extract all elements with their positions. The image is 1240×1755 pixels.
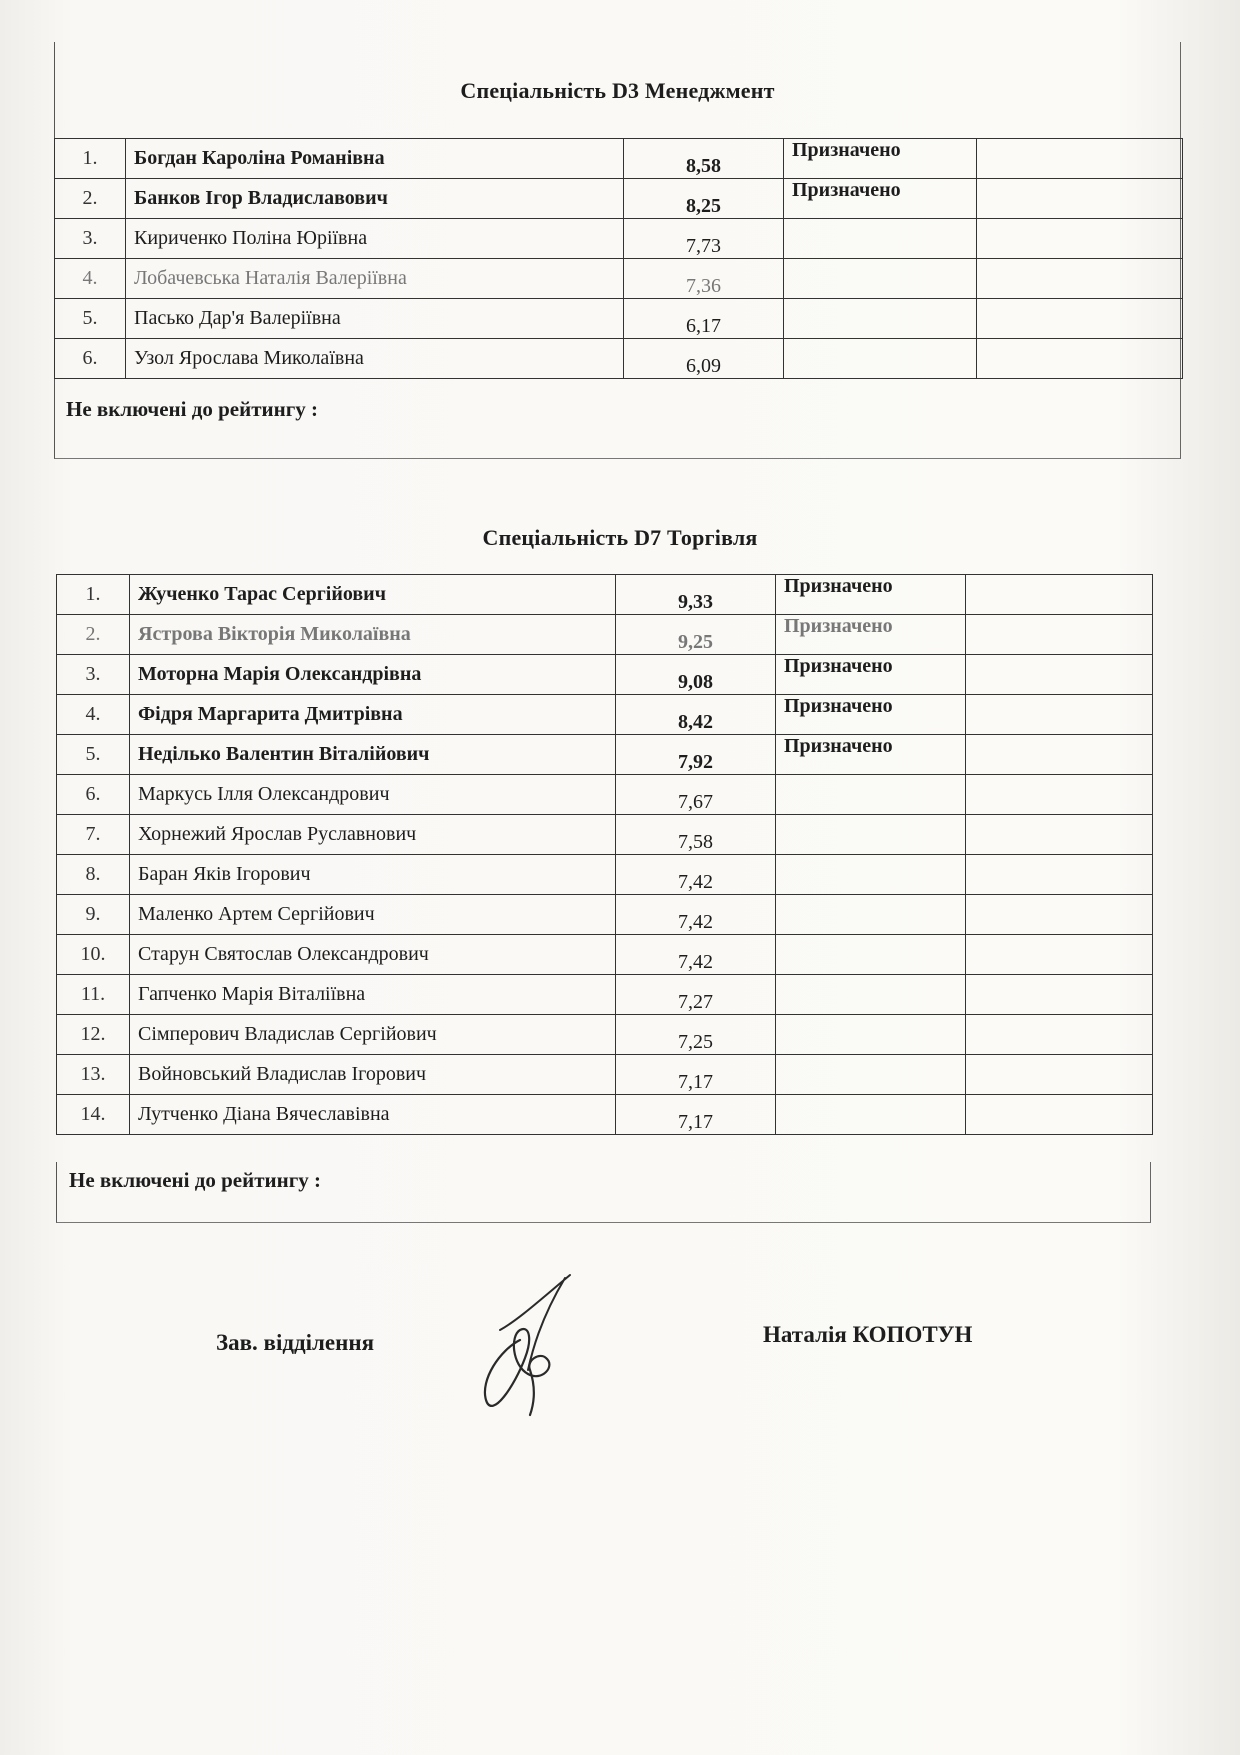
student-name: Неділько Валентин Віталійович	[130, 735, 616, 775]
row-number: 2.	[57, 615, 130, 655]
rating-score: 7,17	[616, 1055, 776, 1095]
table-row	[57, 895, 1153, 935]
table-row	[57, 575, 1153, 615]
student-name: Лутченко Діана Вячеславівна	[130, 1095, 616, 1135]
section-d3-title: Спеціальність D3 Менеджмент	[460, 78, 775, 103]
rating-score: 7,17	[616, 1095, 776, 1135]
status-cell: Призначено	[776, 655, 966, 695]
row-number: 9.	[57, 895, 130, 935]
empty-cell	[966, 1095, 1153, 1135]
row-number: 2.	[55, 179, 126, 219]
status-cell	[776, 815, 966, 855]
rating-score: 7,25	[616, 1015, 776, 1055]
table-row	[57, 1015, 1153, 1055]
row-number: 3.	[55, 219, 126, 259]
table-row	[57, 615, 1153, 655]
table-row	[57, 655, 1153, 695]
table-row	[55, 219, 1183, 259]
student-name: Маленко Артем Сергійович	[130, 895, 616, 935]
rating-score: 8,42	[616, 695, 776, 735]
status-cell	[776, 975, 966, 1015]
rating-score: 7,42	[616, 895, 776, 935]
table-row	[55, 139, 1183, 179]
empty-cell	[966, 815, 1153, 855]
status-cell	[776, 1095, 966, 1135]
status-cell: Призначено	[776, 615, 966, 655]
table-row	[57, 1055, 1153, 1095]
row-number: 5.	[55, 299, 126, 339]
row-number: 6.	[55, 339, 126, 379]
status-cell	[784, 259, 977, 299]
rating-score: 9,25	[616, 615, 776, 655]
status-cell	[776, 1055, 966, 1095]
rating-score: 6,09	[624, 339, 784, 379]
row-number: 12.	[57, 1015, 130, 1055]
table-row	[57, 735, 1153, 775]
empty-cell	[977, 219, 1183, 259]
row-number: 11.	[57, 975, 130, 1015]
status-cell	[776, 775, 966, 815]
section-d3-table	[54, 138, 1183, 379]
rating-score: 7,92	[616, 735, 776, 775]
signature-role: Зав. відділення	[216, 1330, 375, 1355]
student-name: Узол Ярослава Миколаївна	[126, 339, 624, 379]
student-name: Фідря Маргарита Дмитрівна	[130, 695, 616, 735]
rating-score: 7,67	[616, 775, 776, 815]
rating-score: 9,33	[616, 575, 776, 615]
student-name: Кириченко Поліна Юріївна	[126, 219, 624, 259]
table-row	[57, 775, 1153, 815]
student-name: Хорнежий Ярослав Руславнович	[130, 815, 616, 855]
student-name: Гапченко Марія Віталіївна	[130, 975, 616, 1015]
rating-score: 7,36	[624, 259, 784, 299]
status-cell	[776, 895, 966, 935]
rating-score: 8,58	[624, 139, 784, 179]
student-name: Моторна Марія Олександрівна	[130, 655, 616, 695]
row-number: 7.	[57, 815, 130, 855]
student-name: Ястрова Вікторія Миколаївна	[130, 615, 616, 655]
table-row	[55, 179, 1183, 219]
handwritten-signature	[470, 1270, 580, 1420]
status-cell	[776, 1015, 966, 1055]
rating-score: 7,42	[616, 935, 776, 975]
table-row	[57, 935, 1153, 975]
empty-cell	[977, 339, 1183, 379]
student-name: Сімперович Владислав Сергійович	[130, 1015, 616, 1055]
student-name: Маркусь Ілля Олександрович	[130, 775, 616, 815]
section-d7-title: Спеціальність D7 Торгівля	[482, 525, 758, 550]
row-number: 4.	[57, 695, 130, 735]
section-d3-not-included-label: Не включені до рейтингу :	[66, 397, 318, 421]
table-row	[57, 815, 1153, 855]
empty-cell	[977, 259, 1183, 299]
rating-score: 9,08	[616, 655, 776, 695]
student-name: Лобачевська Наталія Валеріївна	[126, 259, 624, 299]
row-number: 10.	[57, 935, 130, 975]
empty-cell	[966, 695, 1153, 735]
row-number: 3.	[57, 655, 130, 695]
empty-cell	[966, 935, 1153, 975]
table-row	[55, 339, 1183, 379]
signature-name: Наталія КОПОТУН	[763, 1322, 973, 1347]
table-row	[55, 299, 1183, 339]
empty-cell	[966, 575, 1153, 615]
empty-cell	[977, 139, 1183, 179]
table-row	[57, 855, 1153, 895]
empty-cell	[966, 1055, 1153, 1095]
row-number: 5.	[57, 735, 130, 775]
section-d7-table	[56, 574, 1153, 1135]
empty-cell	[966, 1015, 1153, 1055]
row-number: 1.	[55, 139, 126, 179]
rating-score: 7,42	[616, 855, 776, 895]
empty-cell	[977, 299, 1183, 339]
student-name: Богдан Кароліна Романівна	[126, 139, 624, 179]
status-cell: Призначено	[776, 575, 966, 615]
row-number: 8.	[57, 855, 130, 895]
empty-cell	[966, 895, 1153, 935]
status-cell	[776, 855, 966, 895]
row-number: 14.	[57, 1095, 130, 1135]
rating-score: 7,58	[616, 815, 776, 855]
student-name: Жученко Тарас Сергійович	[130, 575, 616, 615]
student-name: Войновський Владислав Ігорович	[130, 1055, 616, 1095]
row-number: 6.	[57, 775, 130, 815]
student-name: Банков Ігор Владиславович	[126, 179, 624, 219]
rating-score: 7,73	[624, 219, 784, 259]
table-row	[57, 695, 1153, 735]
empty-cell	[966, 775, 1153, 815]
rating-score: 8,25	[624, 179, 784, 219]
section-d7-not-included-label: Не включені до рейтингу :	[69, 1168, 321, 1192]
empty-cell	[966, 655, 1153, 695]
status-cell	[784, 299, 977, 339]
status-cell	[784, 219, 977, 259]
table-row	[57, 1095, 1153, 1135]
status-cell: Призначено	[784, 179, 977, 219]
status-cell: Призначено	[784, 139, 977, 179]
empty-cell	[966, 855, 1153, 895]
rating-score: 7,27	[616, 975, 776, 1015]
empty-cell	[966, 735, 1153, 775]
empty-cell	[966, 975, 1153, 1015]
table-row	[55, 259, 1183, 299]
student-name: Старун Святослав Олександрович	[130, 935, 616, 975]
student-name: Баран Яків Ігорович	[130, 855, 616, 895]
empty-cell	[977, 179, 1183, 219]
table-row	[57, 975, 1153, 1015]
row-number: 4.	[55, 259, 126, 299]
status-cell	[776, 935, 966, 975]
empty-cell	[966, 615, 1153, 655]
status-cell: Призначено	[776, 735, 966, 775]
status-cell: Призначено	[776, 695, 966, 735]
student-name: Пасько Дар'я Валеріївна	[126, 299, 624, 339]
row-number: 1.	[57, 575, 130, 615]
row-number: 13.	[57, 1055, 130, 1095]
rating-score: 6,17	[624, 299, 784, 339]
status-cell	[784, 339, 977, 379]
